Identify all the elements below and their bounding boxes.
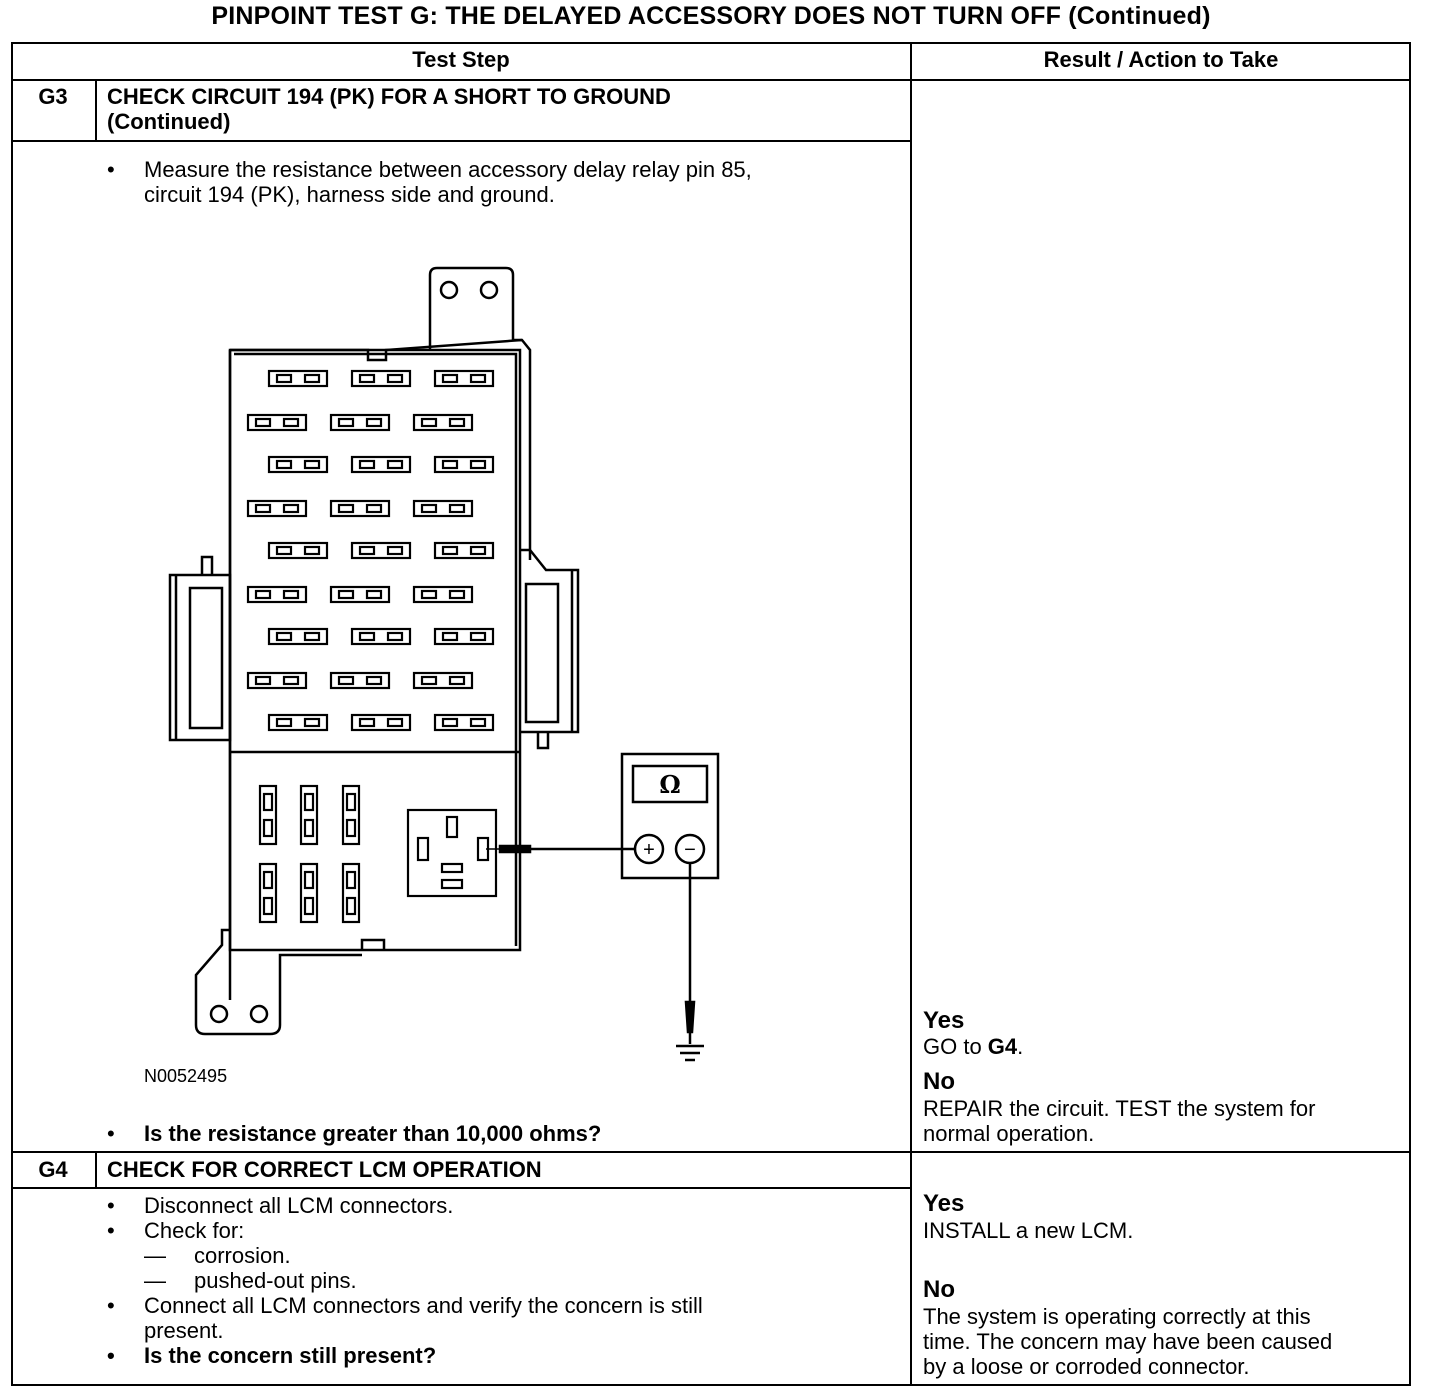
maxi-fuse-blade xyxy=(347,898,355,914)
mini-fuse-blade xyxy=(339,419,353,426)
top-tab-hole-right xyxy=(481,282,497,298)
mini-fuse-blade xyxy=(450,677,464,684)
step-id-g3: G3 xyxy=(38,84,68,109)
right-clip-inner xyxy=(526,584,558,722)
ohm-symbol: Ω xyxy=(659,770,681,799)
maxi-fuse-blade xyxy=(264,820,272,836)
mini-fuse-blade xyxy=(360,461,374,468)
mini-fuse-blade xyxy=(471,633,485,640)
mini-fuse-blade xyxy=(388,719,402,726)
maxi-fuse-array xyxy=(260,786,359,922)
mini-fuse-blade xyxy=(388,547,402,554)
bullet-marker: • xyxy=(107,157,115,182)
mini-fuse-blade xyxy=(305,633,319,640)
right-clip-tab xyxy=(538,732,548,748)
mini-fuse-blade xyxy=(305,375,319,382)
g3-yes-target: G4 xyxy=(987,1034,1018,1059)
step-title-g3-line1: CHECK CIRCUIT 194 (PK) FOR A SHORT TO GROUND xyxy=(107,84,671,109)
mini-fuse-blade xyxy=(284,505,298,512)
ground-symbol xyxy=(676,1046,704,1060)
mini-fuse-blade xyxy=(256,677,270,684)
maxi-fuse-blade xyxy=(305,794,313,810)
mini-fuse-blade xyxy=(256,505,270,512)
g3-g4-divider xyxy=(11,1151,1411,1153)
maxi-fuse-blade xyxy=(305,898,313,914)
maxi-fuse-blade xyxy=(305,820,313,836)
maxi-fuse-blade xyxy=(347,794,355,810)
mini-fuse-blade xyxy=(388,375,402,382)
mini-fuse-blade xyxy=(256,419,270,426)
mini-fuse-blade xyxy=(450,591,464,598)
mini-fuse-blade xyxy=(450,419,464,426)
mini-fuse-blade xyxy=(471,461,485,468)
mini-fuse-blade xyxy=(360,719,374,726)
mini-fuse-blade xyxy=(305,461,319,468)
maxi-fuse-blade xyxy=(347,872,355,888)
step-title-g3 xyxy=(107,84,671,134)
header-test-step: Test Step xyxy=(412,47,510,72)
mini-fuse-blade xyxy=(471,547,485,554)
mini-fuse-blade xyxy=(339,591,353,598)
maxi-fuse-blade xyxy=(347,820,355,836)
mini-fuse-blade xyxy=(277,719,291,726)
g3-title-divider xyxy=(11,140,911,142)
step-id-g4: G4 xyxy=(38,1157,68,1182)
mini-fuse-blade xyxy=(367,591,381,598)
maxi-fuse-blade xyxy=(264,794,272,810)
g3-yes-label: Yes xyxy=(923,1007,965,1034)
maxi-fuse-blade xyxy=(305,872,313,888)
top-mounting-tab xyxy=(430,268,522,350)
mini-fuse-blade xyxy=(305,547,319,554)
bullet-marker: • xyxy=(107,1343,115,1368)
positive-probe-tip xyxy=(500,846,530,852)
dash-marker: — xyxy=(144,1268,166,1293)
g4-no-label: No xyxy=(923,1276,955,1303)
bullet-marker: • xyxy=(107,1293,115,1318)
accessory-delay-relay-socket xyxy=(408,810,496,896)
bottom-tab-hole-left xyxy=(211,1006,227,1022)
mini-fuse-blade xyxy=(284,591,298,598)
fuse-box-inner-edge xyxy=(234,354,516,946)
mini-fuse-blade xyxy=(388,633,402,640)
negative-probe xyxy=(686,1002,694,1032)
g4-id-divider xyxy=(95,1151,97,1188)
figure-id: N0052495 xyxy=(144,1066,228,1086)
g3-bullet-measure-line1: Measure the resistance between accessory delay relay pin 85, xyxy=(144,157,752,182)
mini-fuse-blade xyxy=(277,633,291,640)
bottom-notch xyxy=(362,940,384,950)
mini-fuse-blade xyxy=(339,505,353,512)
maxi-fuse-blade xyxy=(264,898,272,914)
mini-fuse-blade xyxy=(360,547,374,554)
g4-yes-label: Yes xyxy=(923,1190,965,1217)
mini-fuse-blade xyxy=(471,719,485,726)
mini-fuse-blade xyxy=(422,591,436,598)
mini-fuse-blade xyxy=(284,677,298,684)
mini-fuse-blade xyxy=(388,461,402,468)
right-clip xyxy=(520,550,578,732)
bullet-marker: • xyxy=(107,1218,115,1243)
bullet-marker: • xyxy=(107,1121,115,1146)
fuse-box-diagram xyxy=(160,260,740,1070)
mini-fuse-blade xyxy=(360,633,374,640)
g3-no-label: No xyxy=(923,1068,955,1095)
left-clip-inner xyxy=(190,588,222,728)
maxi-fuse-blade xyxy=(264,872,272,888)
bullet-marker: • xyxy=(107,1193,115,1218)
mini-fuse-blade xyxy=(367,419,381,426)
mini-fuse-blade xyxy=(443,547,457,554)
mini-fuse-blade xyxy=(367,677,381,684)
plus-symbol: + xyxy=(643,839,655,861)
mini-fuse-blade xyxy=(367,505,381,512)
top-tab-hole-left xyxy=(441,282,457,298)
fuse-box-main xyxy=(230,350,520,950)
step-title-g4: CHECK FOR CORRECT LCM OPERATION xyxy=(107,1157,542,1182)
mini-fuse-blade xyxy=(256,591,270,598)
mini-fuse-blade xyxy=(443,375,457,382)
mini-fuse-blade xyxy=(305,719,319,726)
mini-fuse-blade xyxy=(277,461,291,468)
minus-symbol: − xyxy=(684,839,696,861)
g4-no-action: The system is operating correctly at this time. The concern may have been caused by a loose or corroded connector. xyxy=(923,1304,1333,1379)
mini-fuse-blade xyxy=(284,419,298,426)
g4-title-divider xyxy=(11,1187,911,1189)
step-title-g3-line2: (Continued) xyxy=(107,109,231,134)
header-divider xyxy=(11,79,1411,81)
g3-id-divider xyxy=(95,79,97,141)
mini-fuse-blade xyxy=(422,505,436,512)
mini-fuse-blade xyxy=(443,633,457,640)
mini-fuse-blade xyxy=(422,419,436,426)
mini-fuse-blade xyxy=(443,719,457,726)
g4-yes-action: INSTALL a new LCM. xyxy=(923,1218,1134,1243)
g3-question-text: Is the resistance greater than 10,000 ohms? xyxy=(144,1121,602,1146)
mini-fuse-blade xyxy=(360,375,374,382)
mini-fuse-blade xyxy=(277,547,291,554)
g4-question-text: Is the concern still present? xyxy=(144,1343,437,1368)
g3-bullet-measure-line2: circuit 194 (PK), harness side and ground. xyxy=(144,182,555,207)
mini-fuse-blade xyxy=(450,505,464,512)
mini-fuse-blade xyxy=(422,677,436,684)
mini-fuse-blade xyxy=(443,461,457,468)
page-title: PINPOINT TEST G: THE DELAYED ACCESSORY DOES NOT TURN OFF (Continued) xyxy=(211,2,1211,30)
mini-fuse-blade xyxy=(277,375,291,382)
bottom-mounting-tab xyxy=(196,930,362,1034)
header-result-action: Result / Action to Take xyxy=(1043,47,1279,72)
bottom-tab-hole-right xyxy=(251,1006,267,1022)
dash-marker: — xyxy=(144,1243,166,1268)
mini-fuse-blade xyxy=(339,677,353,684)
column-divider xyxy=(910,42,912,1386)
mini-fuse-array xyxy=(248,371,493,730)
mini-fuse-blade xyxy=(471,375,485,382)
g3-yes-action: GO to G4. xyxy=(923,1034,1024,1059)
g3-no-action: REPAIR the circuit. TEST the system for normal operation. xyxy=(923,1096,1316,1146)
